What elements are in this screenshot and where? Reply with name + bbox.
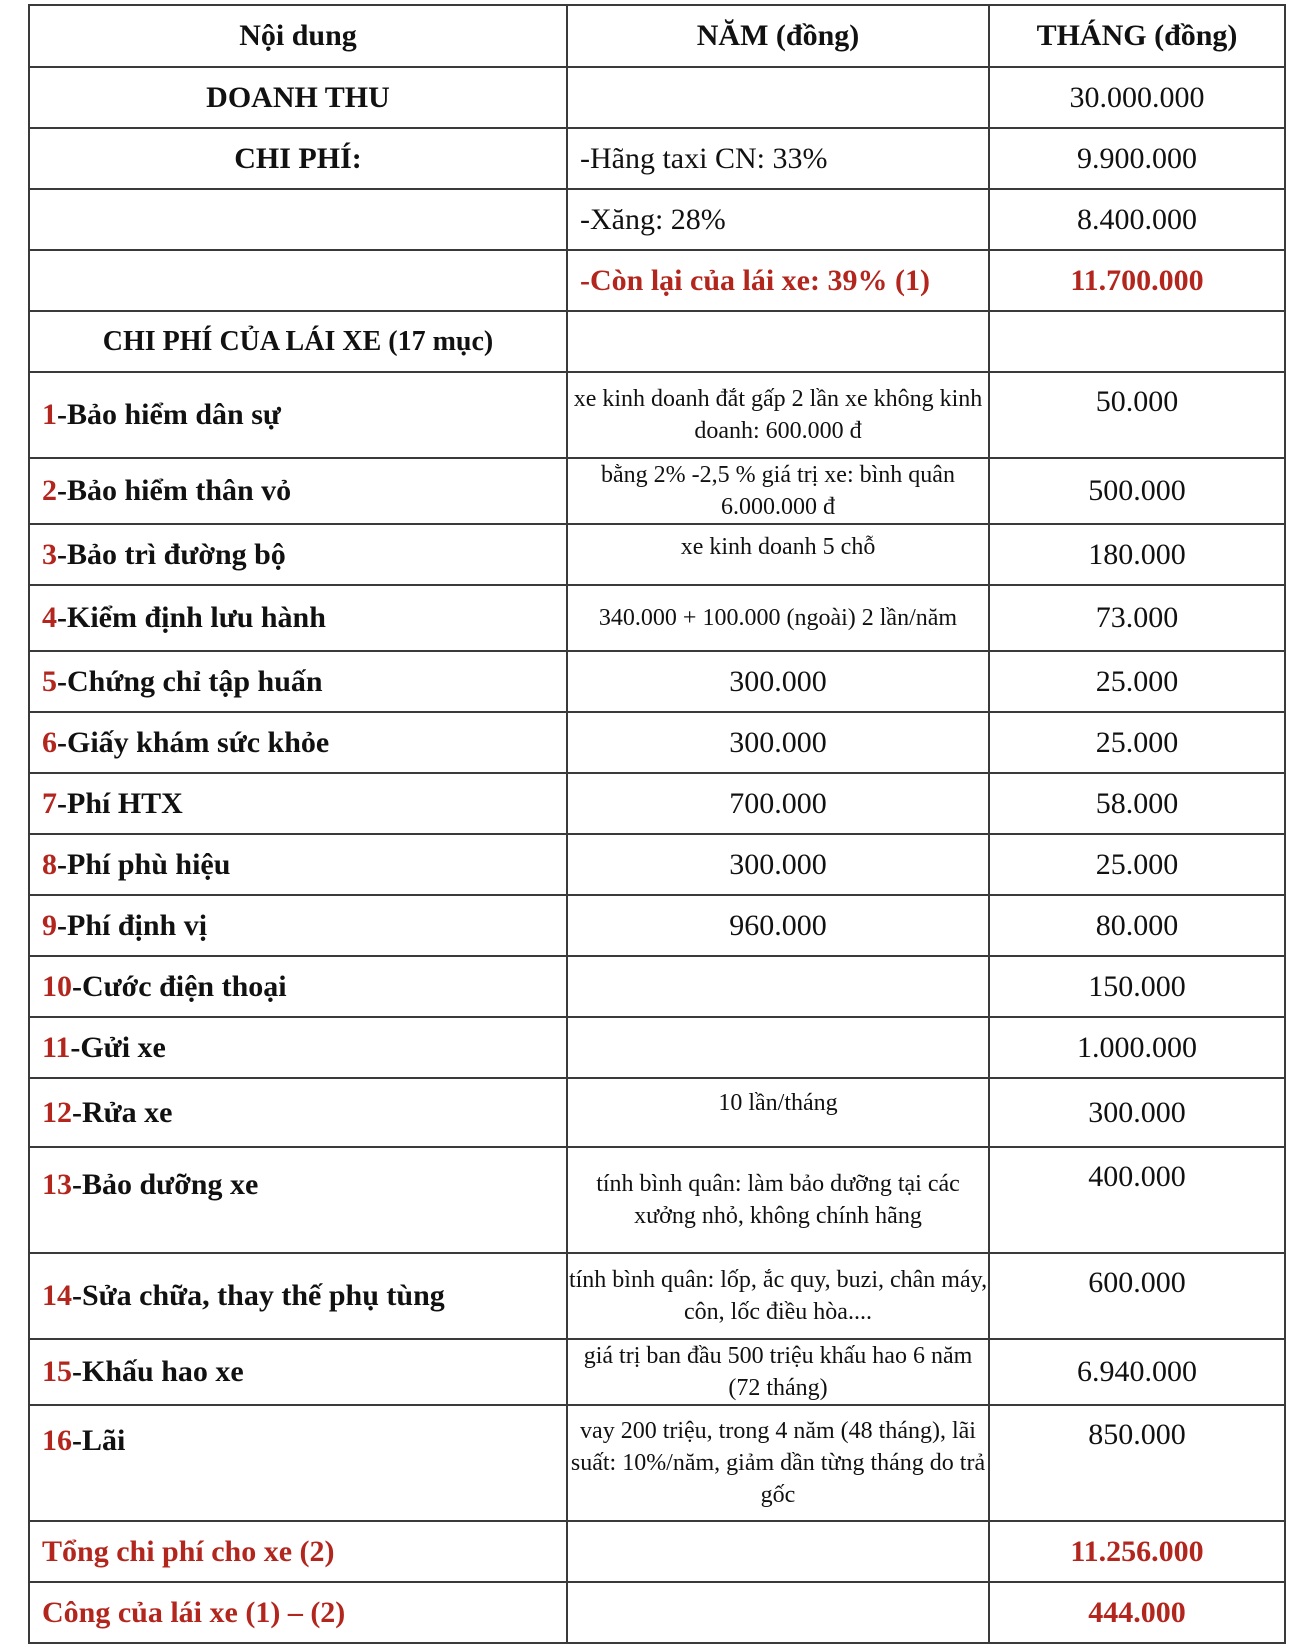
revenue-year xyxy=(567,67,989,128)
item-name-cell xyxy=(29,1017,567,1078)
item-name: -Cước điện thoại xyxy=(72,969,287,1003)
table-row xyxy=(29,1078,1285,1147)
item-note: vay 200 triệu, trong 4 năm (48 tháng), lãi suất: 10%/năm, giảm dần từng tháng do trả gốc xyxy=(567,1405,989,1521)
costs-remain-row xyxy=(29,250,1285,311)
item-month: 80.000 xyxy=(989,895,1285,956)
item-note: tính bình quân: lốp, ắc quy, buzi, chân máy, côn, lốc điều hòa.... xyxy=(567,1253,989,1339)
empty-cell xyxy=(567,311,989,372)
table-row xyxy=(29,773,1285,834)
table-row xyxy=(29,585,1285,651)
item-number: 9 xyxy=(42,908,57,942)
table-row xyxy=(29,712,1285,773)
empty-cell xyxy=(567,1582,989,1643)
net-month: 444.000 xyxy=(989,1582,1285,1643)
item-name-cell xyxy=(29,1253,567,1339)
item-note: 700.000 xyxy=(567,773,989,834)
table-row xyxy=(29,1017,1285,1078)
costs-label: CHI PHÍ: xyxy=(29,128,567,189)
item-note: tính bình quân: làm bảo dưỡng tại các xưởng nhỏ, không chính hãng xyxy=(567,1147,989,1253)
item-note: 300.000 xyxy=(567,834,989,895)
header-month: THÁNG (đồng) xyxy=(989,5,1285,67)
item-note: xe kinh doanh 5 chỗ xyxy=(567,524,989,585)
item-name-cell xyxy=(29,585,567,651)
item-name-cell xyxy=(29,1405,567,1521)
item-note: 300.000 xyxy=(567,712,989,773)
item-name: -Phí phù hiệu xyxy=(57,847,231,881)
item-name: -Phí HTX xyxy=(57,786,183,820)
item-number: 12 xyxy=(42,1095,72,1129)
item-month: 6.940.000 xyxy=(989,1339,1285,1405)
item-number: 7 xyxy=(42,786,57,820)
item-name: -Phí định vị xyxy=(57,908,208,942)
item-name-cell xyxy=(29,773,567,834)
revenue-label: DOANH THU xyxy=(29,67,567,128)
item-name: -Gửi xe xyxy=(70,1030,166,1064)
item-month: 1.000.000 xyxy=(989,1017,1285,1078)
item-month: 73.000 xyxy=(989,585,1285,651)
item-note: 10 lần/tháng xyxy=(567,1078,989,1147)
net-row xyxy=(29,1582,1285,1643)
item-month: 58.000 xyxy=(989,773,1285,834)
cost-table xyxy=(28,4,1286,1644)
item-name: -Khấu hao xe xyxy=(72,1355,244,1388)
item-name: -Bảo hiểm dân sự xyxy=(57,398,281,431)
empty-cell xyxy=(567,1521,989,1582)
item-number: 5 xyxy=(42,664,57,698)
item-note: 340.000 + 100.000 (ngoài) 2 lần/năm xyxy=(567,585,989,651)
item-name: -Chứng chỉ tập huấn xyxy=(57,664,323,698)
item-number: 15 xyxy=(42,1355,72,1388)
table-row xyxy=(29,458,1285,524)
item-note xyxy=(567,956,989,1017)
table-row xyxy=(29,524,1285,585)
revenue-month: 30.000.000 xyxy=(989,67,1285,128)
fuel-desc: -Xăng: 28% xyxy=(567,189,989,250)
item-number: 6 xyxy=(42,725,57,759)
item-note: 960.000 xyxy=(567,895,989,956)
empty-cell xyxy=(29,189,567,250)
item-name-cell xyxy=(29,712,567,773)
item-month: 25.000 xyxy=(989,651,1285,712)
table-row xyxy=(29,1147,1285,1253)
item-number: 8 xyxy=(42,847,57,881)
item-name-cell xyxy=(29,651,567,712)
taxi-month: 9.900.000 xyxy=(989,128,1285,189)
table-row xyxy=(29,1339,1285,1405)
item-number: 1 xyxy=(42,398,57,431)
item-note xyxy=(567,1017,989,1078)
costs-fuel-row xyxy=(29,189,1285,250)
remain-desc: -Còn lại của lái xe: 39% (1) xyxy=(567,250,989,311)
item-note: 300.000 xyxy=(567,651,989,712)
item-name: -Bảo trì đường bộ xyxy=(57,537,286,571)
item-number: 2 xyxy=(42,474,57,507)
item-note: giá trị ban đầu 500 triệu khấu hao 6 năm (72 tháng) xyxy=(567,1339,989,1405)
item-number: 11 xyxy=(42,1030,71,1064)
item-name: -Lãi xyxy=(72,1424,126,1457)
item-name-cell xyxy=(29,458,567,524)
item-month: 850.000 xyxy=(989,1405,1285,1521)
item-month: 400.000 xyxy=(989,1147,1285,1253)
item-name: -Rửa xe xyxy=(72,1095,173,1129)
item-name-cell xyxy=(29,1339,567,1405)
item-name: -Kiểm định lưu hành xyxy=(57,601,326,634)
item-month: 180.000 xyxy=(989,524,1285,585)
item-name-cell xyxy=(29,524,567,585)
item-number: 13 xyxy=(42,1168,72,1201)
revenue-row xyxy=(29,67,1285,128)
fuel-month: 8.400.000 xyxy=(989,189,1285,250)
header-year: NĂM (đồng) xyxy=(567,5,989,67)
item-note: bằng 2% -2,5 % giá trị xe: bình quân 6.000.000 đ xyxy=(567,458,989,524)
item-name: -Sửa chữa, thay thế phụ tùng xyxy=(72,1279,445,1312)
item-number: 16 xyxy=(42,1424,72,1457)
item-number: 3 xyxy=(42,537,57,571)
total-label: Tổng chi phí cho xe (2) xyxy=(29,1521,567,1582)
item-number: 4 xyxy=(42,601,57,634)
table-row xyxy=(29,1405,1285,1521)
item-number: 10 xyxy=(42,969,72,1003)
total-month: 11.256.000 xyxy=(989,1521,1285,1582)
item-name: -Bảo dưỡng xe xyxy=(72,1168,259,1201)
driver-costs-title: CHI PHÍ CỦA LÁI XE (17 mục) xyxy=(29,311,567,372)
item-name-cell xyxy=(29,895,567,956)
item-name-cell xyxy=(29,956,567,1017)
empty-cell xyxy=(29,250,567,311)
table-row xyxy=(29,834,1285,895)
remain-month: 11.700.000 xyxy=(989,250,1285,311)
item-note: xe kinh doanh đắt gấp 2 lần xe không kinh doanh: 600.000 đ xyxy=(567,372,989,458)
table-row xyxy=(29,651,1285,712)
table-header-row xyxy=(29,5,1285,67)
item-name-cell xyxy=(29,1078,567,1147)
empty-cell xyxy=(989,311,1285,372)
total-row xyxy=(29,1521,1285,1582)
item-month: 500.000 xyxy=(989,458,1285,524)
item-month: 150.000 xyxy=(989,956,1285,1017)
taxi-desc: -Hãng taxi CN: 33% xyxy=(567,128,989,189)
table-row xyxy=(29,895,1285,956)
net-label: Công của lái xe (1) – (2) xyxy=(29,1582,567,1643)
item-name: -Giấy khám sức khỏe xyxy=(57,725,330,759)
item-name-cell xyxy=(29,834,567,895)
costs-taxi-row xyxy=(29,128,1285,189)
item-month: 25.000 xyxy=(989,712,1285,773)
item-month: 25.000 xyxy=(989,834,1285,895)
item-month: 600.000 xyxy=(989,1253,1285,1339)
item-number: 14 xyxy=(42,1279,72,1312)
item-name-cell xyxy=(29,372,567,458)
item-name: -Bảo hiểm thân vỏ xyxy=(57,474,292,507)
table-row xyxy=(29,956,1285,1017)
table-row xyxy=(29,1253,1285,1339)
item-month: 50.000 xyxy=(989,372,1285,458)
header-content: Nội dung xyxy=(29,5,567,67)
item-name-cell xyxy=(29,1147,567,1253)
table-row xyxy=(29,372,1285,458)
driver-costs-title-row xyxy=(29,311,1285,372)
item-month: 300.000 xyxy=(989,1078,1285,1147)
